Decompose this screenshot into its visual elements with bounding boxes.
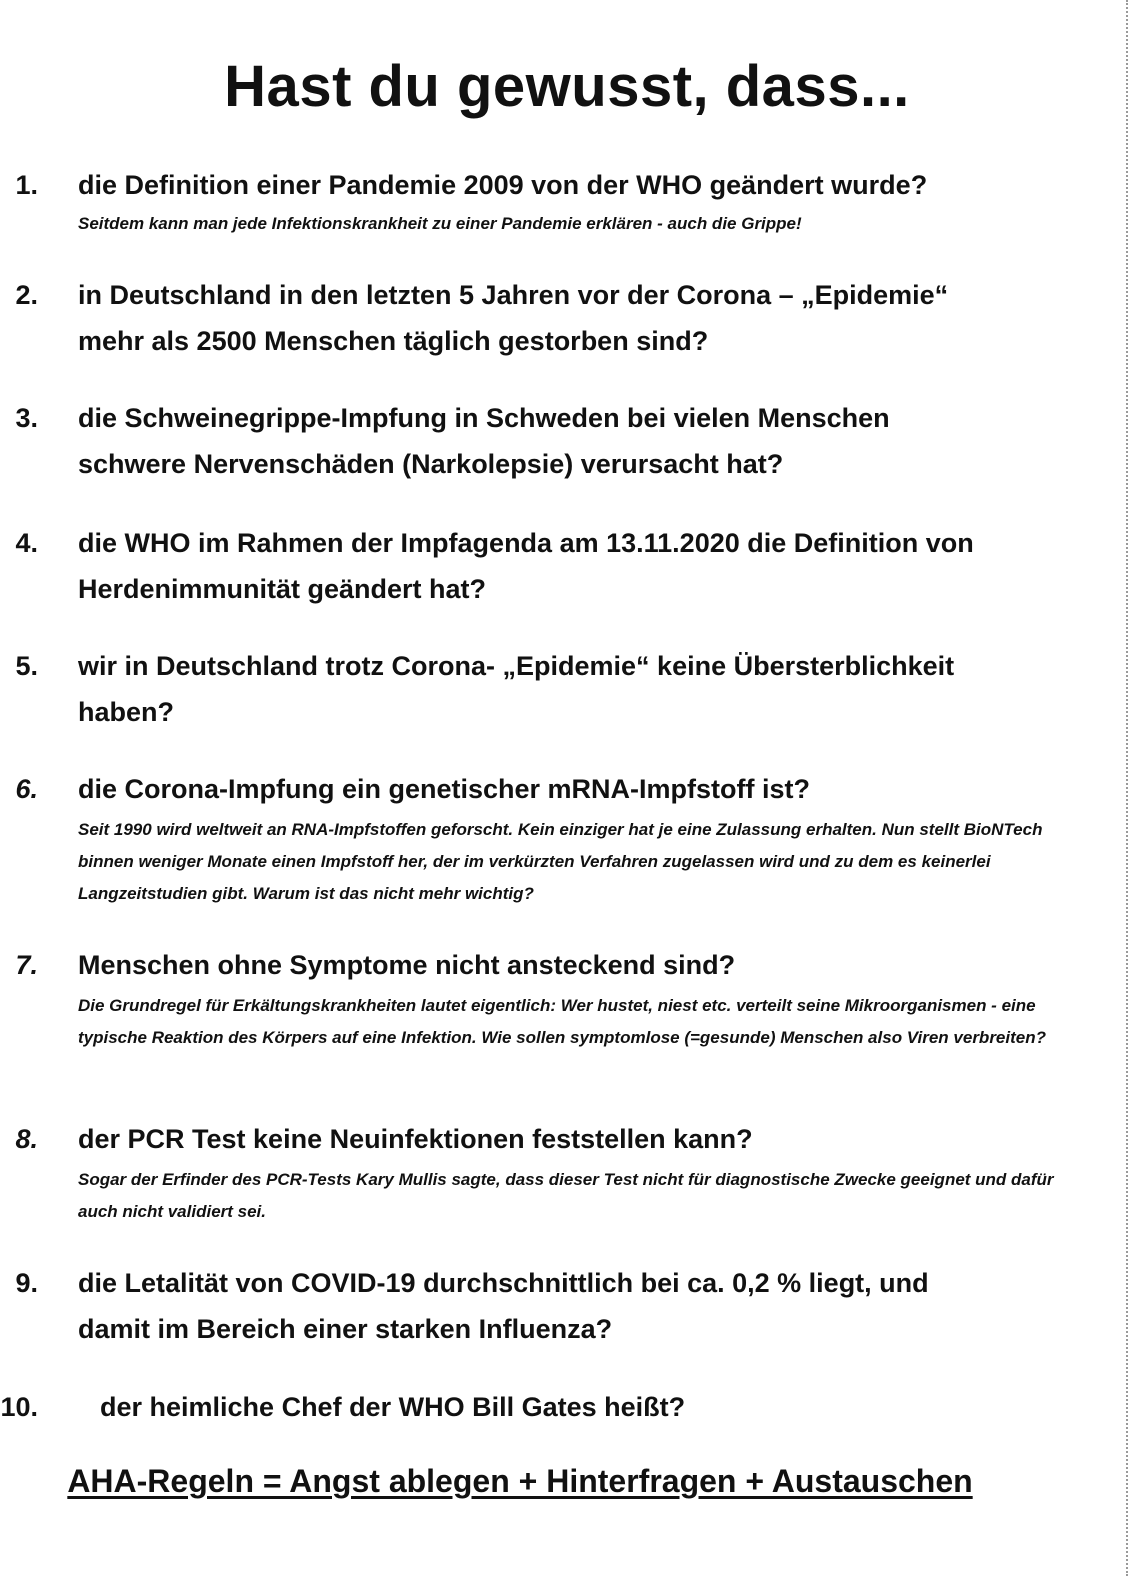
item-question: die WHO im Rahmen der Impfagenda am 13.11.2020 die Definition von Herdenimmunität geändert hat? — [78, 528, 974, 604]
item-number: 5. — [15, 651, 38, 681]
item-note: Seit 1990 wird weltweit an RNA-Impfstoffen geforscht. Kein einziger hat je eine Zulassung erhalten. Nun stellt BioNTech binnen weniger Monate einen Impfstoff her, der im verkürzten Verfahren zugelassen wird und zu dem es keinerlei Langzeitstudien gibt. Warum ist das nicht mehr wichtig? — [78, 820, 1043, 903]
item-question: Menschen ohne Symptome nicht ansteckend sind? — [78, 950, 736, 980]
item-number: 2. — [15, 280, 38, 310]
item-number: 3. — [15, 403, 38, 433]
item-note: Sogar der Erfinder des PCR-Tests Kary Mullis sagte, dass dieser Test nicht für diagnostische Zwecke geeignet und dafür auch nicht validiert sei. — [78, 1170, 1054, 1221]
footer-slogan: AHA-Regeln = Angst ablegen + Hinterfragen + Austauschen — [67, 1463, 973, 1499]
item-question: die Schweinegrippe-Impfung in Schweden bei vielen Menschen schwere Nervenschäden (Narkolepsie) verursacht hat? — [78, 403, 890, 479]
item-note: Seitdem kann man jede Infektionskrankheit zu einer Pandemie erklären - auch die Grippe! — [78, 214, 802, 233]
item-question: die Letalität von COVID-19 durchschnittlich bei ca. 0,2 % liegt, und damit im Bereich einer starken Influenza? — [78, 1268, 929, 1344]
item-question: der heimliche Chef der WHO Bill Gates heißt? — [100, 1392, 686, 1422]
item-number: 4. — [15, 528, 38, 558]
item-question: wir in Deutschland trotz Corona- „Epidemie“ keine Übersterblichkeit haben? — [78, 651, 955, 727]
item-note: Die Grundregel für Erkältungskrankheiten lautet eigentlich: Wer hustet, niest etc. verteilt seine Mikroorganismen - eine typische Reaktion des Körpers auf eine Infektion. Wie sollen symptomlose (=gesunde) Menschen also Viren verbreiten? — [78, 996, 1046, 1047]
item-number: 9. — [15, 1268, 38, 1298]
item-number: 1. — [15, 170, 38, 200]
item-number: 6. — [15, 774, 38, 804]
item-question: die Corona-Impfung ein genetischer mRNA-Impfstoff ist? — [78, 774, 811, 804]
page-title: Hast du gewusst, dass... — [224, 54, 910, 119]
item-question: die Definition einer Pandemie 2009 von der WHO geändert wurde? — [78, 170, 928, 200]
scan-edge-divider — [1125, 0, 1128, 1576]
item-question: der PCR Test keine Neuinfektionen feststellen kann? — [78, 1124, 753, 1154]
item-number: 10. — [0, 1392, 38, 1422]
item-question: in Deutschland in den letzten 5 Jahren vor der Corona – „Epidemie“ mehr als 2500 Menschen täglich gestorben sind? — [78, 280, 949, 356]
item-number: 7. — [15, 950, 38, 980]
item-number: 8. — [15, 1124, 38, 1154]
